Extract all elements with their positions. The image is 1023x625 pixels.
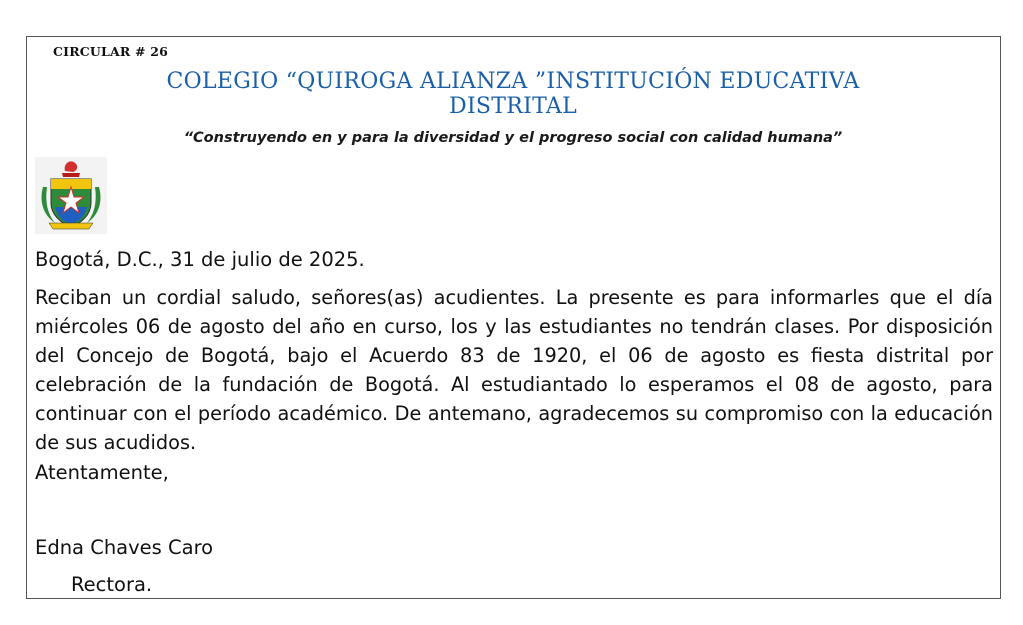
signer-name: Edna Chaves Caro bbox=[35, 536, 214, 559]
signer-role: Rectora. bbox=[71, 573, 153, 596]
circular-number: CIRCULAR # 26 bbox=[53, 44, 169, 59]
school-title-line-1: COLEGIO “QUIROGA ALIANZA ”INSTITUCIÓN EDUCATIVA bbox=[166, 69, 860, 94]
letter-body: Reciban un cordial saludo, señores(as) acudientes. La presente es para informarles que el día miércoles 06 de agosto del año en curso, los y las estudiantes no tendrán clases. Por disposición del Concejo de Bogotá, bajo el Acuerdo 83 de 1920, el 06 de agosto es fiesta distrital por celebración de la fundación de Bogotá. Al estudiantado lo esperamos el 08 de agosto, para continuar con el período académico. De antemano, agradecemos su compromiso con la educación de sus acudidos. bbox=[35, 286, 993, 454]
school-motto: “Construyendo en y para la diversidad y el progreso social con calidad humana” bbox=[183, 130, 843, 146]
school-title bbox=[160, 69, 866, 119]
letter-closing: Atentamente, bbox=[35, 461, 169, 484]
letter-date: Bogotá, D.C., 31 de julio de 2025. bbox=[35, 248, 365, 271]
school-title-line-2: DISTRITAL bbox=[449, 94, 577, 119]
school-crest-icon bbox=[35, 157, 107, 234]
